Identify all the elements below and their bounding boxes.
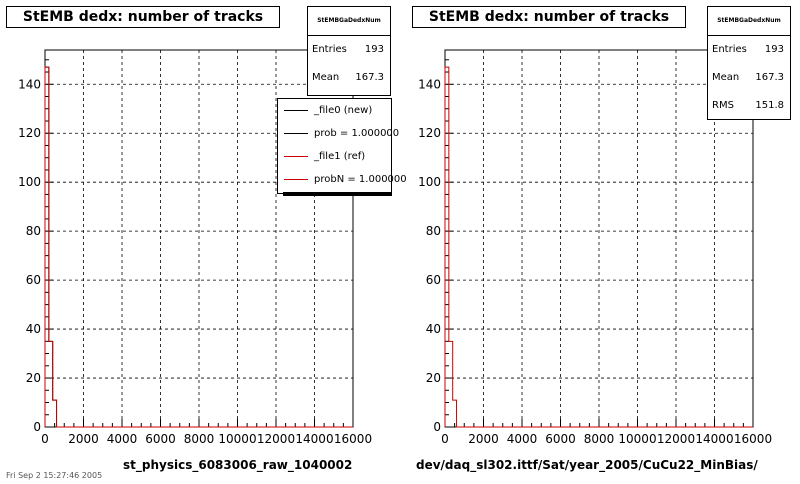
legend-item	[278, 122, 400, 145]
x-tick-label: 0	[41, 432, 49, 446]
stats-value: 151.8	[755, 100, 784, 111]
y-tick-label: 20	[425, 371, 441, 386]
x-tick-label: 2000	[68, 432, 99, 446]
x-tick-label: 8000	[183, 432, 215, 446]
legend-label: probN = 1.000000	[314, 174, 407, 185]
stats-value: 193	[364, 44, 384, 55]
legend-label: prob = 1.000000	[314, 128, 400, 139]
y-tick-label: 0	[33, 420, 41, 434]
legend-label: _file0 (new)	[314, 105, 373, 116]
y-tick-label: 100	[418, 175, 441, 190]
legend-swatch	[284, 179, 308, 180]
stats-label: Mean	[712, 72, 740, 83]
legend-swatch	[284, 133, 308, 134]
y-tick-label: 120	[418, 126, 441, 141]
x-tick-label: 2000	[468, 432, 499, 446]
y-tick-label: 100	[18, 175, 41, 190]
stats-label: Entries	[712, 44, 747, 55]
left-stats-entries	[308, 36, 390, 64]
y-tick-label: 80	[425, 224, 441, 239]
y-tick-label: 0	[433, 420, 441, 434]
left-chart-title: StEMB dedx: number of tracks	[6, 6, 280, 28]
left-stats-box	[307, 6, 391, 96]
x-tick-label: 14000	[695, 432, 734, 446]
x-tick-label: 10000	[218, 432, 257, 446]
legend-label: _file1 (ref)	[314, 151, 366, 162]
x-tick-label: 4000	[506, 432, 538, 446]
x-tick-label: 10000	[618, 432, 657, 446]
footer-timestamp: Fri Sep 2 15:27:46 2005	[6, 471, 103, 480]
stats-value: 167.3	[355, 72, 384, 83]
x-tick-label: 16000	[733, 432, 773, 446]
legend-item	[278, 145, 391, 168]
stats-value: 167.3	[755, 72, 784, 83]
x-tick-label: 12000	[256, 432, 296, 446]
left-stats-mean	[308, 64, 390, 92]
right-stats-mean	[708, 64, 790, 92]
legend-item	[278, 168, 407, 191]
y-tick-label: 60	[25, 273, 41, 288]
y-tick-label: 80	[25, 224, 41, 239]
x-tick-label: 0	[441, 432, 449, 446]
right-stats-entries	[708, 36, 790, 64]
y-tick-label: 140	[418, 77, 441, 92]
legend-item	[278, 99, 391, 122]
x-tick-label: 14000	[295, 432, 334, 446]
left-stats-title: StEMBGaDedxNum	[308, 7, 390, 36]
y-tick-label: 120	[18, 126, 41, 141]
stats-label: Mean	[312, 72, 340, 83]
x-tick-label: 6000	[545, 432, 576, 446]
right-pad	[400, 0, 800, 480]
y-tick-label: 40	[425, 322, 441, 337]
left-legend-shadow	[283, 192, 392, 196]
stats-label: RMS	[712, 100, 734, 111]
legend-swatch	[284, 110, 308, 111]
right-chart-title: StEMB dedx: number of tracks	[412, 6, 686, 28]
y-tick-label: 60	[425, 273, 441, 288]
right-x-axis-label: dev/daq_sl302.ittf/Sat/year_2005/CuCu22_MinBias/	[416, 458, 758, 472]
y-tick-label: 40	[25, 322, 41, 337]
legend-swatch	[284, 156, 308, 157]
left-legend	[277, 98, 407, 194]
x-tick-label: 4000	[106, 432, 138, 446]
right-stats-title: StEMBGaDedxNum	[708, 7, 790, 36]
y-tick-label: 140	[18, 77, 41, 92]
x-tick-label: 12000	[656, 432, 696, 446]
right-stats-rms	[708, 92, 790, 120]
stats-value: 193	[764, 44, 784, 55]
right-stats-box	[707, 6, 791, 120]
x-tick-label: 8000	[583, 432, 615, 446]
y-tick-label: 20	[25, 371, 41, 386]
stats-label: Entries	[312, 44, 347, 55]
x-tick-label: 16000	[333, 432, 373, 446]
x-tick-label: 6000	[145, 432, 176, 446]
left-x-axis-label: st_physics_6083006_raw_1040002	[123, 458, 353, 472]
